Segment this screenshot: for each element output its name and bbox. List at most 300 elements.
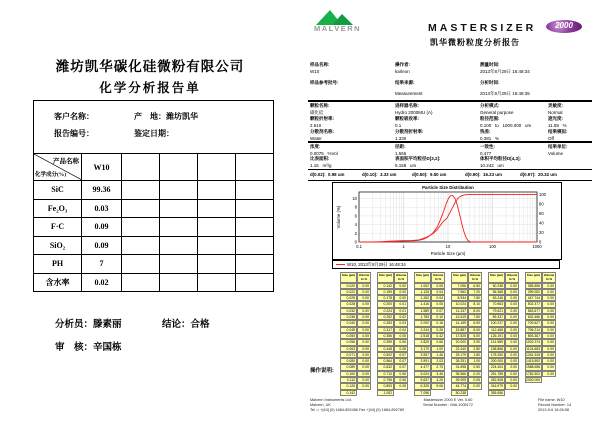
size-cell: 1782.502 <box>526 371 541 376</box>
size-cell: 56.368 <box>488 289 505 295</box>
size-cell: 0.252 <box>377 314 394 320</box>
empty-cell <box>122 218 160 237</box>
size-cell: 7.962 <box>451 289 468 295</box>
size-cell: 1415.892 <box>526 359 541 364</box>
field-residual: 残差: 0.381 % <box>480 129 500 141</box>
field-accessory: 进样器名称: Hydro 2000MU (A) <box>395 103 433 115</box>
field-particle-name: 颗粒名称: 碳化硅 <box>310 103 330 115</box>
footer-company: Malvern Instruments Ltd. Malvern, UK Tel := +[44] (0) 1684-892456 Fax +[44] (0) 1684-892789 <box>310 398 405 412</box>
divider <box>308 169 592 170</box>
d90-value: d(0.90): 16.23 um <box>465 172 502 177</box>
size-cell: 0.032 <box>340 308 357 314</box>
volume-cell: 0.42 <box>431 333 445 339</box>
size-table-row <box>451 390 483 396</box>
diagonal-header-cell <box>34 154 82 181</box>
volume-cell: 4.26 <box>431 377 445 383</box>
empty-cell <box>236 218 274 237</box>
size-table-column <box>414 272 446 396</box>
volume-cell: 5.06 <box>431 383 445 389</box>
volume-cell: 8.00 <box>468 308 482 314</box>
size-cell: 141.589 <box>488 339 505 345</box>
malvern-logo <box>308 6 368 34</box>
analyst-line: 分析员：滕素丽 <box>55 320 122 330</box>
diag-bottom-label: 化学成分(%) <box>35 172 67 178</box>
svg-text:4: 4 <box>354 222 357 228</box>
size-cell: 0.022 <box>340 289 357 295</box>
volume-cell: 7.60 <box>468 314 482 320</box>
component-label: PH <box>34 255 82 274</box>
volume-cell: 1.00 <box>431 346 445 352</box>
empty-cell <box>198 218 236 237</box>
size-cell: 50.238 <box>451 390 468 396</box>
table-row <box>34 236 274 255</box>
size-cell: 2.825 <box>414 339 431 345</box>
volume-cell: 0.05 <box>468 377 482 383</box>
volume-cell: 6.00 <box>468 327 482 333</box>
size-cell: 31.698 <box>451 364 468 370</box>
volume-cell: 5.00 <box>468 333 482 339</box>
volume-cell: 0.00 <box>357 364 371 370</box>
conclusion-line: 结论：合格 <box>162 320 210 330</box>
svg-text:60: 60 <box>539 210 544 216</box>
volume-cell: 0.00 <box>468 383 482 389</box>
size-header: Size (µm) <box>340 272 357 283</box>
volume-cell: 0.00 <box>505 383 519 389</box>
volume-cell: 0.00 <box>505 364 519 370</box>
size-cell: 0.050 <box>340 333 357 339</box>
volume-cell: 0.00 <box>505 358 519 364</box>
report-no-label: 报告编号： <box>54 129 94 138</box>
size-cell: 0.025 <box>340 295 357 301</box>
volume-cell: 0.00 <box>394 295 408 301</box>
empty-cell <box>236 199 274 218</box>
volume-cell: 0.00 <box>542 283 556 289</box>
size-cell: 17.825 <box>451 333 468 339</box>
volume-cell: 0.07 <box>431 308 445 314</box>
size-cell: 3.557 <box>414 352 431 358</box>
chart-legend <box>332 260 560 269</box>
volume-cell: 0.07 <box>394 364 408 370</box>
customer-label: 客户名称： <box>54 112 94 121</box>
volume-cell: 0.00 <box>505 320 519 326</box>
volume-cell: 0.01 <box>394 301 408 307</box>
empty-cell <box>160 255 198 274</box>
legend-line-swatch <box>336 264 345 265</box>
volume-cell: 0.00 <box>357 352 371 358</box>
volume-cell: 0.05 <box>431 301 445 307</box>
empty-cell <box>122 255 160 274</box>
size-cell: 0.399 <box>377 339 394 345</box>
field-sample-ref: 样品参考批号: <box>310 80 339 85</box>
volume-cell: 0.00 <box>505 377 519 383</box>
size-cell: 709.627 <box>525 320 542 326</box>
empty-cell <box>236 236 274 255</box>
size-cell: 12.619 <box>451 314 468 320</box>
size-cell: 1.589 <box>414 308 431 314</box>
volume-cell: 0.00 <box>505 301 519 307</box>
empty-cell <box>198 236 236 255</box>
size-cell: 251.785 <box>488 371 505 377</box>
size-cell: 79.621 <box>488 308 505 314</box>
volume-cell: 0.00 <box>505 295 519 301</box>
size-header: Size (µm) <box>525 272 542 283</box>
volume-cell: 2.80 <box>468 346 482 352</box>
size-cell: 1124.683 <box>526 346 540 351</box>
reviewer-line: 审 核：辛国栋 <box>55 343 122 353</box>
empty-cell <box>122 181 160 200</box>
volume-cell: 0.50 <box>468 364 482 370</box>
volume-cell: 0.00 <box>542 320 556 326</box>
volume-cell: 0.00 <box>542 358 556 364</box>
volume-cell: 0.05 <box>394 383 408 389</box>
svg-text:100: 100 <box>539 191 546 197</box>
size-cell: 25.179 <box>451 352 468 358</box>
table-row <box>34 218 274 237</box>
report-title-cn: 凯华微粉粒度分析报告 <box>430 38 520 47</box>
chemical-analysis-table <box>33 100 274 292</box>
volume-cell: 1.80 <box>468 352 482 358</box>
size-cell: 28.251 <box>451 358 468 364</box>
size-cell: 893.367 <box>525 333 542 339</box>
size-cell: 50.238 <box>488 283 505 289</box>
field-result-emulation: 结果模拟: Off <box>548 129 568 141</box>
size-cell: 0.200 <box>377 301 394 307</box>
size-header: Size (µm) <box>414 272 431 283</box>
size-cell: 0.056 <box>340 339 357 345</box>
volume-cell: 0.00 <box>542 314 556 320</box>
component-value: 0.03 <box>82 199 122 218</box>
size-cell: 796.214 <box>525 327 542 333</box>
empty-cell <box>198 273 236 292</box>
component-label: SiC <box>34 181 82 200</box>
volume-cell: 0.00 <box>542 308 556 314</box>
volume-cell: 0.00 <box>357 383 371 389</box>
size-cell: 2.518 <box>414 333 431 339</box>
volume-cell: 0.00 <box>394 283 408 289</box>
volume-cell: 0.07 <box>394 352 408 358</box>
field-absorption: 颗粒吸收率: 0.1 <box>395 116 419 128</box>
field-analysed-time: 分析时间: 2013年8月29日 16:48:35 <box>480 80 530 96</box>
size-cell: 0.063 <box>340 346 357 352</box>
size-cell: 89.337 <box>488 314 505 320</box>
empty-cell <box>236 181 274 200</box>
malvern-wordmark: MALVERN <box>314 24 362 33</box>
size-cell: 355.656 <box>525 283 542 289</box>
volume-cell: 0.00 <box>505 308 519 314</box>
size-cell: 1.783 <box>414 314 431 320</box>
volume-cell: 0.05 <box>394 333 408 339</box>
d50-value: d(0.50): 9.50 um <box>412 172 447 177</box>
svg-text:Particle Size Distribution: Particle Size Distribution <box>422 185 474 190</box>
volume-cell: 0.00 <box>505 327 519 333</box>
size-cell: 0.126 <box>340 383 357 389</box>
component-label: SiO₂ <box>34 236 82 255</box>
svg-text:8: 8 <box>354 204 357 210</box>
company-title: 潍坊凯华碳化硅微粉有限公司 <box>55 59 245 74</box>
size-cell: 0.142 <box>377 283 394 289</box>
volume-cell: 0.00 <box>357 314 371 320</box>
component-label: Fe₂O₃ <box>34 199 82 218</box>
volume-header: Volume In % <box>506 273 518 282</box>
mastersizer-report-page <box>300 0 600 424</box>
svg-text:2: 2 <box>354 230 357 236</box>
origin-label: 产 地：潍坊凯华 <box>134 112 198 121</box>
volume-header: Volume In % <box>358 273 370 282</box>
size-cell: 0.036 <box>340 314 357 320</box>
volume-cell: 0.03 <box>394 320 408 326</box>
size-cell: 6.325 <box>414 383 431 389</box>
volume-cell: 0.00 <box>542 352 556 358</box>
empty-cell <box>160 199 198 218</box>
volume-cell: 0.10 <box>431 314 445 320</box>
table-row <box>34 273 274 292</box>
size-cell: 200.000 <box>488 358 505 364</box>
size-cell: 0.796 <box>377 377 394 383</box>
volume-cell: 0.06 <box>394 371 408 377</box>
diag-top-label: 产品名称 <box>53 158 79 165</box>
svg-text:Particle Size (µm): Particle Size (µm) <box>430 251 466 256</box>
d97-value: d(0.97): 20.32 um <box>520 172 557 177</box>
report-subtitle: 化学分析报告单 <box>99 81 201 95</box>
size-cell: 399.052 <box>525 289 542 295</box>
volume-cell: 0.01 <box>394 308 408 314</box>
empty-cell <box>122 199 160 218</box>
size-cell: 0.178 <box>377 295 394 301</box>
size-cell: 1261.915 <box>526 352 541 357</box>
field-obscuration: 遮光度: 11.59 % <box>548 116 567 128</box>
size-cell: 14.159 <box>451 320 468 326</box>
volume-cell: 0.04 <box>394 327 408 333</box>
svg-text:Volume (%): Volume (%) <box>336 205 341 229</box>
field-operator: 操作者: karleon <box>395 62 410 74</box>
size-cell: 3.170 <box>414 346 431 352</box>
size-cell: 316.979 <box>488 383 505 389</box>
empty-cell <box>122 154 160 181</box>
volume-cell: 0.00 <box>505 352 519 358</box>
table-row <box>34 255 274 274</box>
size-cell: 0.448 <box>377 346 394 352</box>
field-d43: 体积平均粒径D[4,3]: 10.242 um <box>480 156 522 168</box>
svg-text:80: 80 <box>539 201 544 207</box>
size-cell: 1588.656 <box>526 365 541 370</box>
size-cell: 0.089 <box>340 364 357 370</box>
svg-text:0: 0 <box>354 239 357 245</box>
volume-cell: 0.00 <box>542 295 556 301</box>
size-cell: 0.710 <box>377 371 394 377</box>
volume-cell: 0.00 <box>542 289 556 295</box>
volume-cell: 0.00 <box>542 346 556 352</box>
size-cell: 0.893 <box>377 383 394 389</box>
particle-size-chart <box>332 182 562 260</box>
empty-cell <box>198 181 236 200</box>
size-cell: 0.100 <box>340 371 357 377</box>
size-cell: 282.508 <box>488 377 505 383</box>
size-table-row <box>377 390 409 396</box>
size-cell: 224.404 <box>488 364 505 370</box>
volume-cell: 0.06 <box>394 339 408 345</box>
svg-text:10: 10 <box>352 196 357 202</box>
field-concentration: 浓度: 0.0075 %Vol <box>310 144 338 156</box>
size-table-row <box>488 390 520 396</box>
size-cell: 0.502 <box>377 352 394 358</box>
volume-cell: 0.00 <box>505 371 519 377</box>
svg-text:6: 6 <box>354 213 357 219</box>
size-table-column <box>488 272 520 396</box>
size-cell: 35.566 <box>451 371 468 377</box>
chemical-table-wrap <box>33 100 274 292</box>
svg-text:40: 40 <box>539 220 544 226</box>
d10-value: d(0.10): 3.33 um <box>362 172 397 177</box>
svg-text:0.1: 0.1 <box>356 244 362 249</box>
report-info-cell <box>34 101 274 154</box>
volume-cell: 7.80 <box>468 295 482 301</box>
size-cell: 1.002 <box>377 390 394 396</box>
volume-cell: 0.20 <box>468 371 482 377</box>
volume-cell: 0.00 <box>357 283 371 289</box>
volume-cell: 0.26 <box>431 327 445 333</box>
size-table-column <box>377 272 409 396</box>
size-cell: 5.024 <box>414 371 431 377</box>
size-cell: 0.112 <box>340 377 357 383</box>
size-cell: 502.377 <box>525 301 542 307</box>
component-value: 0.02 <box>82 273 122 292</box>
size-header: Size (µm) <box>451 272 468 283</box>
volume-cell: 0.04 <box>431 289 445 295</box>
volume-header: Volume In % <box>432 273 444 282</box>
volume-cell: 0.00 <box>357 339 371 345</box>
size-table-row <box>414 390 446 396</box>
field-dispersant-ri: 分散剂折射率: 1.330 <box>395 129 424 141</box>
size-cell: 126.191 <box>488 333 505 339</box>
svg-text:20: 20 <box>539 229 544 235</box>
size-cell: 0.142 <box>340 390 357 396</box>
legend-label: W10, 2013年8月29日 16:48:34 <box>347 262 406 267</box>
empty-cell <box>198 255 236 274</box>
svg-text:1: 1 <box>402 244 405 249</box>
divider <box>308 141 592 143</box>
size-table-column <box>451 272 483 396</box>
size-cell: 20.000 <box>451 339 468 345</box>
svg-text:0: 0 <box>539 239 542 245</box>
size-cell: 158.866 <box>488 346 505 352</box>
date-label: 鉴定日期： <box>134 129 174 138</box>
volume-cell: 0.00 <box>357 308 371 314</box>
size-header: Size (µm) <box>377 272 394 283</box>
size-cell: 2000.000 <box>526 378 541 383</box>
field-ssa: 比表面积: 1.16 m²/g <box>310 156 332 168</box>
empty-cell <box>198 154 236 181</box>
volume-cell: 2.70 <box>431 364 445 370</box>
size-cell: 4.477 <box>414 364 431 370</box>
size-cell: 1.002 <box>414 283 431 289</box>
size-cell: 0.080 <box>340 358 357 364</box>
volume-header: Volume In % <box>395 273 407 282</box>
size-cell: 0.564 <box>377 358 394 364</box>
volume-cell: 0.66 <box>431 339 445 345</box>
volume-cell: 0.00 <box>357 327 371 333</box>
size-cell: 447.744 <box>525 295 542 301</box>
volume-cell: 0.00 <box>505 333 519 339</box>
size-cell: 22.440 <box>451 346 468 352</box>
empty-cell <box>160 236 198 255</box>
size-cell: 0.159 <box>377 289 394 295</box>
field-particle-ri: 颗粒折射率: 2.610 <box>310 116 334 128</box>
size-distribution-tables <box>340 272 570 395</box>
component-value: 7 <box>82 255 122 274</box>
volume-cell: 0.00 <box>542 327 556 333</box>
size-table-column <box>340 272 372 396</box>
mastersizer-2000-badge: 2000 <box>546 20 582 33</box>
d02-value: d(0.02): 0.98 um <box>310 172 345 177</box>
size-cell: 0.356 <box>377 333 394 339</box>
size-cell: 0.632 <box>377 364 394 370</box>
component-value: 99.36 <box>82 181 122 200</box>
size-cell: 563.677 <box>525 308 542 314</box>
volume-cell: 0.00 <box>542 364 556 370</box>
empty-cell <box>236 255 274 274</box>
size-cell: 0.224 <box>377 308 394 314</box>
volume-cell: 0.00 <box>505 283 519 289</box>
size-cell: 178.250 <box>488 352 505 358</box>
field-d32: 表面积平均粒径D[3,2]: 5.158 um <box>395 156 441 168</box>
size-cell: 15.887 <box>451 327 468 333</box>
volume-cell: 0.00 <box>542 339 556 345</box>
volume-cell: 7.20 <box>468 289 482 295</box>
field-dispersant: 分散剂名称: Water <box>310 129 334 141</box>
volume-cell: 0.00 <box>357 377 371 383</box>
chart-canvas <box>333 183 559 257</box>
volume-cell: 6.90 <box>468 320 482 326</box>
volume-cell: 0.00 <box>542 301 556 307</box>
volume-cell: 8.10 <box>468 301 482 307</box>
volume-cell: 3.90 <box>468 339 482 345</box>
field-sample-name: 样品名称: W10 <box>310 62 330 74</box>
volume-cell: 0.00 <box>505 339 519 345</box>
size-table-column <box>525 272 557 383</box>
footer-file-info: File name: W10 Record Number: 14 2013-9-6 16:26:58 <box>538 398 572 412</box>
volume-cell: 0.00 <box>357 333 371 339</box>
size-cell: 0.071 <box>340 352 357 358</box>
empty-cell <box>160 154 198 181</box>
size-cell: 63.246 <box>488 295 505 301</box>
size-cell: 0.028 <box>340 301 357 307</box>
empty-cell <box>122 273 160 292</box>
field-measured-time: 测量时间: 2013年8月29日 16:48:34 <box>480 62 530 74</box>
empty-cell <box>122 236 160 255</box>
volume-cell: 0.02 <box>394 314 408 320</box>
volume-cell: 0.00 <box>357 289 371 295</box>
size-cell: 1.416 <box>414 301 431 307</box>
table-row <box>34 181 274 200</box>
volume-cell: 0.07 <box>394 358 408 364</box>
size-table-row <box>525 377 557 383</box>
volume-cell: 0.04 <box>431 295 445 301</box>
size-cell: 11.247 <box>451 308 468 314</box>
field-span: 径距: 1.566 <box>395 144 407 156</box>
volume-cell: 0.00 <box>357 301 371 307</box>
size-cell: 3.991 <box>414 358 431 364</box>
empty-cell <box>160 218 198 237</box>
volume-cell: 0.06 <box>394 346 408 352</box>
size-cell: 2.000 <box>414 320 431 326</box>
mastersizer-wordmark: MASTERSIZER <box>428 22 537 34</box>
product-name-cell: W10 <box>82 154 122 181</box>
size-cell: 39.905 <box>451 377 468 383</box>
size-cell: 0.283 <box>377 320 394 326</box>
size-cell: 632.456 <box>525 314 542 320</box>
empty-cell <box>160 181 198 200</box>
volume-cell: 0.00 <box>357 371 371 377</box>
